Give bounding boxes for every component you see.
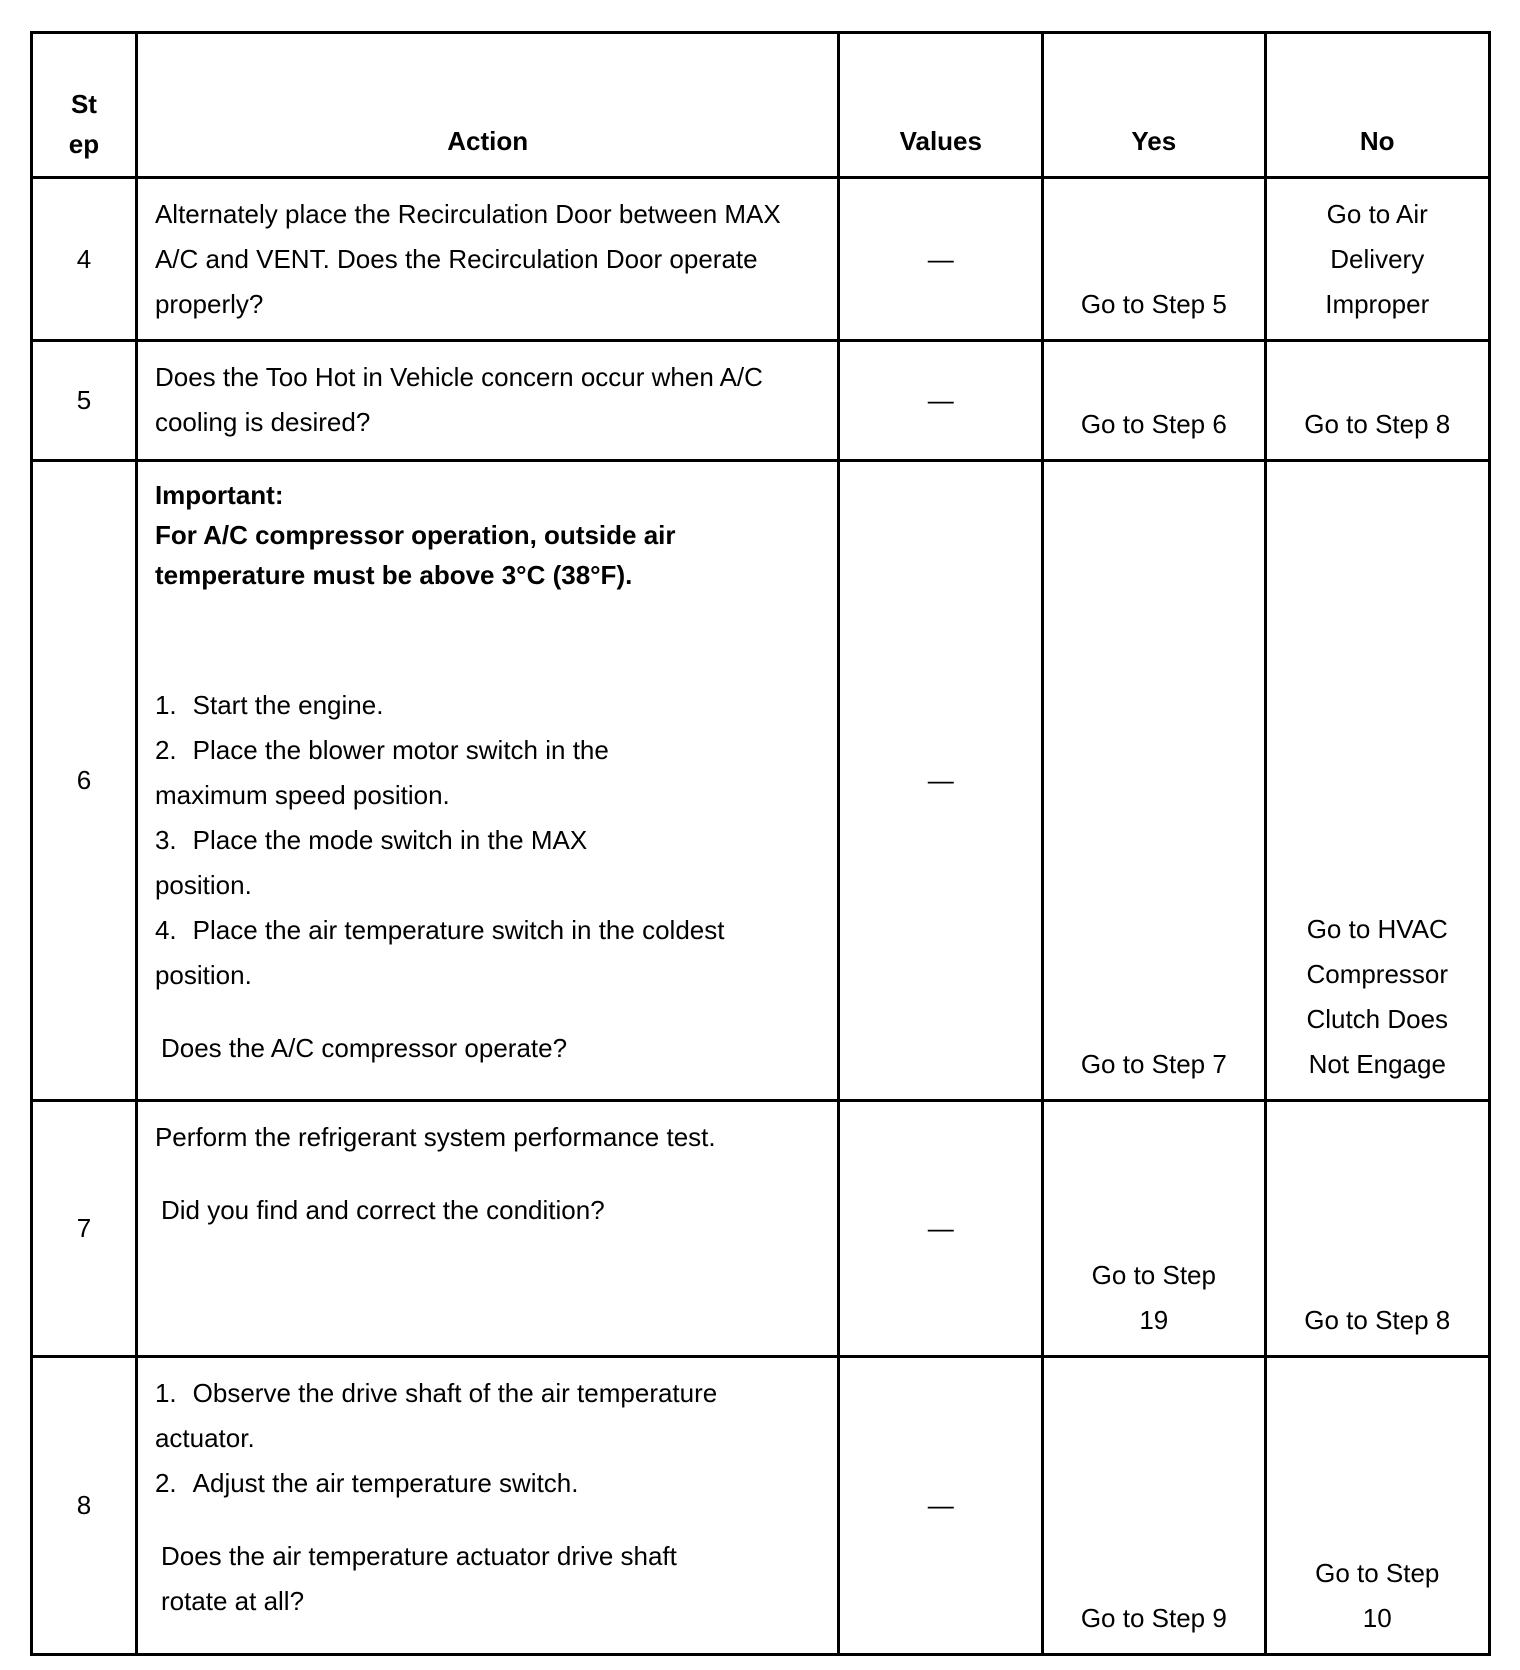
no-cell: Go to HVAC Compressor Clutch Does Not Engage	[1265, 461, 1490, 1101]
step-number: 4	[32, 178, 137, 341]
list-item: 4. Place the air temperature switch in the coldest position.	[154, 915, 725, 990]
list-item: 2. Adjust the air temperature switch.	[154, 1468, 579, 1498]
no-cell: Go to Step 8	[1265, 341, 1490, 461]
header-action: Action	[136, 33, 839, 178]
important-text: For A/C compressor operation, outside air temperature must be above 3°C (38°F).	[154, 520, 676, 590]
question-text: Does the air temperature actuator drive shaft rotate at all?	[160, 1541, 677, 1616]
question-text: Does the A/C compressor operate?	[160, 1033, 568, 1063]
list-item: 1. Start the engine.	[154, 690, 384, 720]
table-row-step-5	[32, 341, 1490, 461]
question-text: Did you find and correct the condition?	[160, 1195, 605, 1225]
important-label: Important:	[154, 480, 284, 510]
action-cell: Does the Too Hot in Vehicle concern occur when A/C cooling is desired?	[136, 341, 839, 461]
step-number: 6	[32, 461, 137, 1101]
values-cell: —	[839, 178, 1043, 341]
table-row-step-7	[32, 1101, 1490, 1357]
step-number: 5	[32, 341, 137, 461]
values-cell: —	[839, 1101, 1043, 1357]
table-row-step-4	[32, 178, 1490, 341]
table-row-step-8	[32, 1357, 1490, 1655]
action-cell: Alternately place the Recirculation Door between MAX A/C and VENT. Does the Recirculation Door operate properly?	[136, 178, 839, 341]
step-number: 8	[32, 1357, 137, 1655]
yes-cell: Go to Step 5	[1043, 178, 1265, 341]
list-item: 3. Place the mode switch in the MAX position.	[154, 825, 588, 900]
no-cell: Go to Step 10	[1265, 1357, 1490, 1655]
action-text: Perform the refrigerant system performance test.	[154, 1122, 716, 1152]
values-cell: —	[839, 341, 1043, 461]
header-yes: Yes	[1043, 33, 1265, 178]
action-cell	[136, 1357, 839, 1655]
diagnostic-table	[30, 31, 1491, 1656]
values-cell: —	[839, 461, 1043, 1101]
values-cell: —	[839, 1357, 1043, 1655]
no-cell: Go to Step 8	[1265, 1101, 1490, 1357]
no-cell: Go to Air Delivery Improper	[1265, 178, 1490, 341]
header-no: No	[1265, 33, 1490, 178]
yes-cell: Go to Step 6	[1043, 341, 1265, 461]
action-cell	[136, 461, 839, 1101]
yes-cell: Go to Step 7	[1043, 461, 1265, 1101]
yes-cell: Go to Step 9	[1043, 1357, 1265, 1655]
step-number: 7	[32, 1101, 137, 1357]
list-item: 2. Place the blower motor switch in the maximum speed position.	[154, 735, 609, 810]
yes-cell: Go to Step 19	[1043, 1101, 1265, 1357]
action-cell	[136, 1101, 839, 1357]
table-row-step-6	[32, 461, 1490, 1101]
header-values: Values	[839, 33, 1043, 178]
list-item: 1. Observe the drive shaft of the air temperature actuator.	[154, 1378, 718, 1453]
header-row	[32, 33, 1490, 178]
header-step: St ep	[32, 33, 137, 178]
